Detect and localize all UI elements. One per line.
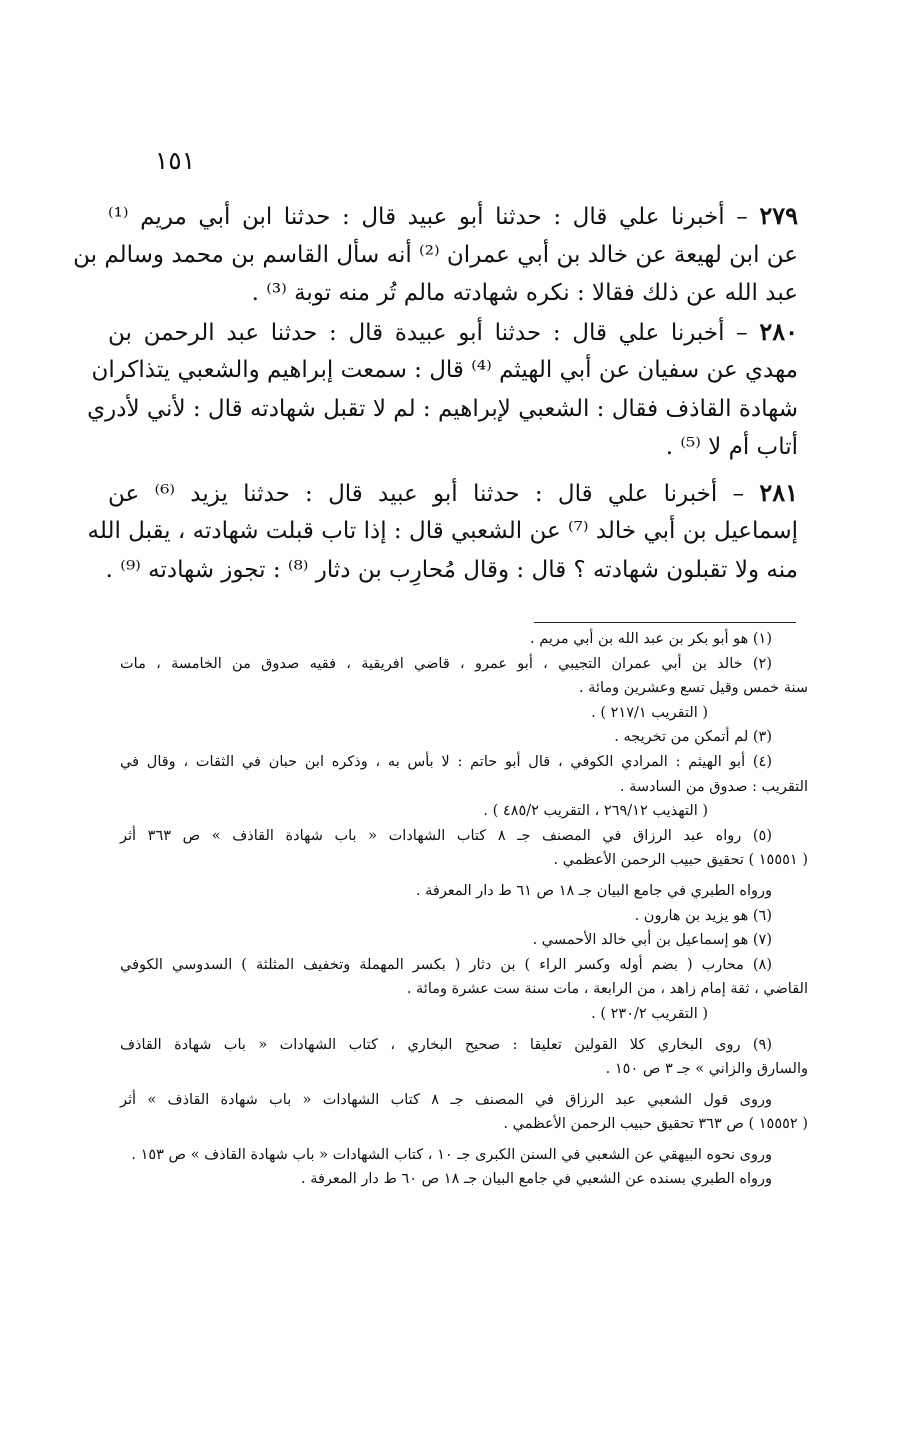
hadith-entry-280 [87, 313, 798, 467]
entry-text: – أخبرنا علي قال : حدثنا أبو عبيد قال : حدثنا ابن أبي مريم ⁽¹⁾ [108, 204, 748, 230]
footnote-5-cont: ( ١٥٥٥١ ) تحقيق حبيب الرحمن الأعظمي . [553, 852, 808, 869]
footnote-4: (٤) أبو الهيثم : المرادي الكوفي ، قال أبو حاتم : لا بأس به ، وذكره ابن حبان في الثقات ، وقال في [120, 753, 772, 770]
entry-number: ٢٨١ [759, 477, 798, 507]
footnote-9-extra: وروى قول الشعبي عبد الرزاق في المصنف جـ ٨ كتاب الشهادات « باب شهادة القاذف » أثر [120, 1091, 772, 1108]
footnotes [120, 627, 808, 1192]
footnote-9-bayhaqi: وروى نحوه البيهقي عن الشعبي في السنن الكبرى جـ ١٠ ، كتاب الشهادات « باب شهادة القاذف » ص ١٥٣ . [131, 1146, 772, 1163]
hadith-entry-281 [87, 474, 798, 590]
page-number: ١٥١ [154, 146, 196, 175]
entry-first-line [108, 197, 798, 236]
footnote-2-cont: سنة خمس وقيل تسع وعشرين ومائة . [578, 680, 808, 697]
entry-first-line [108, 474, 798, 513]
footnote-5-extra: ورواه الطبري في جامع البيان جـ ١٨ ص ٦١ ط دار المعرفة . [415, 882, 772, 899]
footnote-9: (٩) روى البخاري كلا القولين تعليقا : صحيح البخاري ، كتاب الشهادات « باب شهادة القاذف [120, 1036, 772, 1053]
footnote-separator [534, 622, 796, 623]
entry-first-line [108, 313, 798, 352]
footnote-2: (٢) خالد بن أبي عمران التجيبي ، أبو عمرو ، قاضي افريقية ، فقيه صدوق من الخامسة ، مات [120, 655, 772, 672]
footnote-6: (٦) هو يزيد بن هارون . [634, 907, 772, 924]
footnote-3: (٣) لم أتمكن من تخريجه . [614, 729, 772, 746]
footnote-9-extra-cont: ( ١٥٥٥٢ ) ص ٣٦٣ تحقيق حبيب الرحمن الأعظمي . [503, 1116, 808, 1133]
entry-number: ٢٧٩ [759, 201, 798, 230]
footnote-1: (١) هو أبو بكر بن عبد الله بن أبي مريم . [530, 631, 772, 647]
footnote-8-ref: ( التقريب ٢٣٠/٢ ) . [591, 1005, 708, 1022]
entry-line: عن ابن لهيعة عن خالد بن أبي عمران ⁽²⁾ أنه سأل القاسم بن محمد وسالم بن [73, 241, 798, 268]
footnote-9-tabari: ورواه الطبري بسنده عن الشعبي في جامع البيان جـ ١٨ ص ٦٠ ط دار المعرفة . [300, 1171, 772, 1188]
entry-text: – أخبرنا علي قال : حدثنا أبو عبيد قال : حدثنا يزيد ⁽⁶⁾ عن [108, 480, 745, 507]
footnote-7: (٧) هو إسماعيل بن أبي خالد الأحمسي . [532, 932, 772, 949]
entry-line: إسماعيل بن أبي خالد ⁽⁷⁾ عن الشعبي قال : إذا تاب قبلت شهادته ، يقبل الله [87, 518, 798, 544]
entry-spacer [108, 467, 798, 474]
entry-line: مهدي عن سفيان عن أبي الهيثم ⁽⁴⁾ قال : سمعت إبراهيم والشعبي يتذاكران [91, 357, 798, 383]
entry-line: منه ولا تقبلون شهادته ؟ قال : وقال مُحارِب بن دثار ⁽⁸⁾ : تجوز شهادته ⁽⁹⁾ . [105, 556, 798, 583]
entry-line: شهادة القاذف فقال : الشعبي لإبراهيم : لم لا تقبل شهادته قال : لأني لأدري [87, 395, 798, 422]
hadith-body [73, 197, 798, 589]
entry-text: – أخبرنا علي قال : حدثنا أبو عبيدة قال : حدثنا عبد الرحمن بن [108, 319, 748, 346]
footnote-8: (٨) محارب ( بضم أوله وكسر الراء ) بن دثار ( بكسر المهملة وتخفيف المثلثة ) السدوسي الكوفي [120, 956, 772, 973]
footnote-9-cont: والسارق والزاني » جـ ٣ ص ١٥٠ . [605, 1061, 808, 1078]
hadith-entry-279 [73, 197, 798, 313]
entry-number: ٢٨٠ [759, 316, 798, 346]
footnote-5: (٥) رواه عبد الرزاق في المصنف جـ ٨ كتاب الشهادات « باب شهادة القاذف » ص ٣٦٣ أثر [120, 827, 772, 844]
entry-line: عبد الله عن ذلك فقالا : نكره شهادته مالم تُر منه توبة ⁽³⁾ . [251, 280, 798, 306]
footnote-8-cont: القاضي ، ثقة إمام زاهد ، من الرابعة ، مات سنة ست عشرة ومائة . [406, 981, 808, 998]
footnote-4-cont: التقريب : صدوق من السادسة . [619, 778, 808, 795]
footnote-2-ref: ( التقريب ٢١٧/١ ) . [591, 704, 708, 721]
entry-line: أتاب أم لا ⁽⁵⁾ . [665, 434, 798, 460]
footnote-4-ref: ( التهذيب ٢٦٩/١٢ ، التقريب ٤٨٥/٢ ) . [483, 803, 708, 820]
